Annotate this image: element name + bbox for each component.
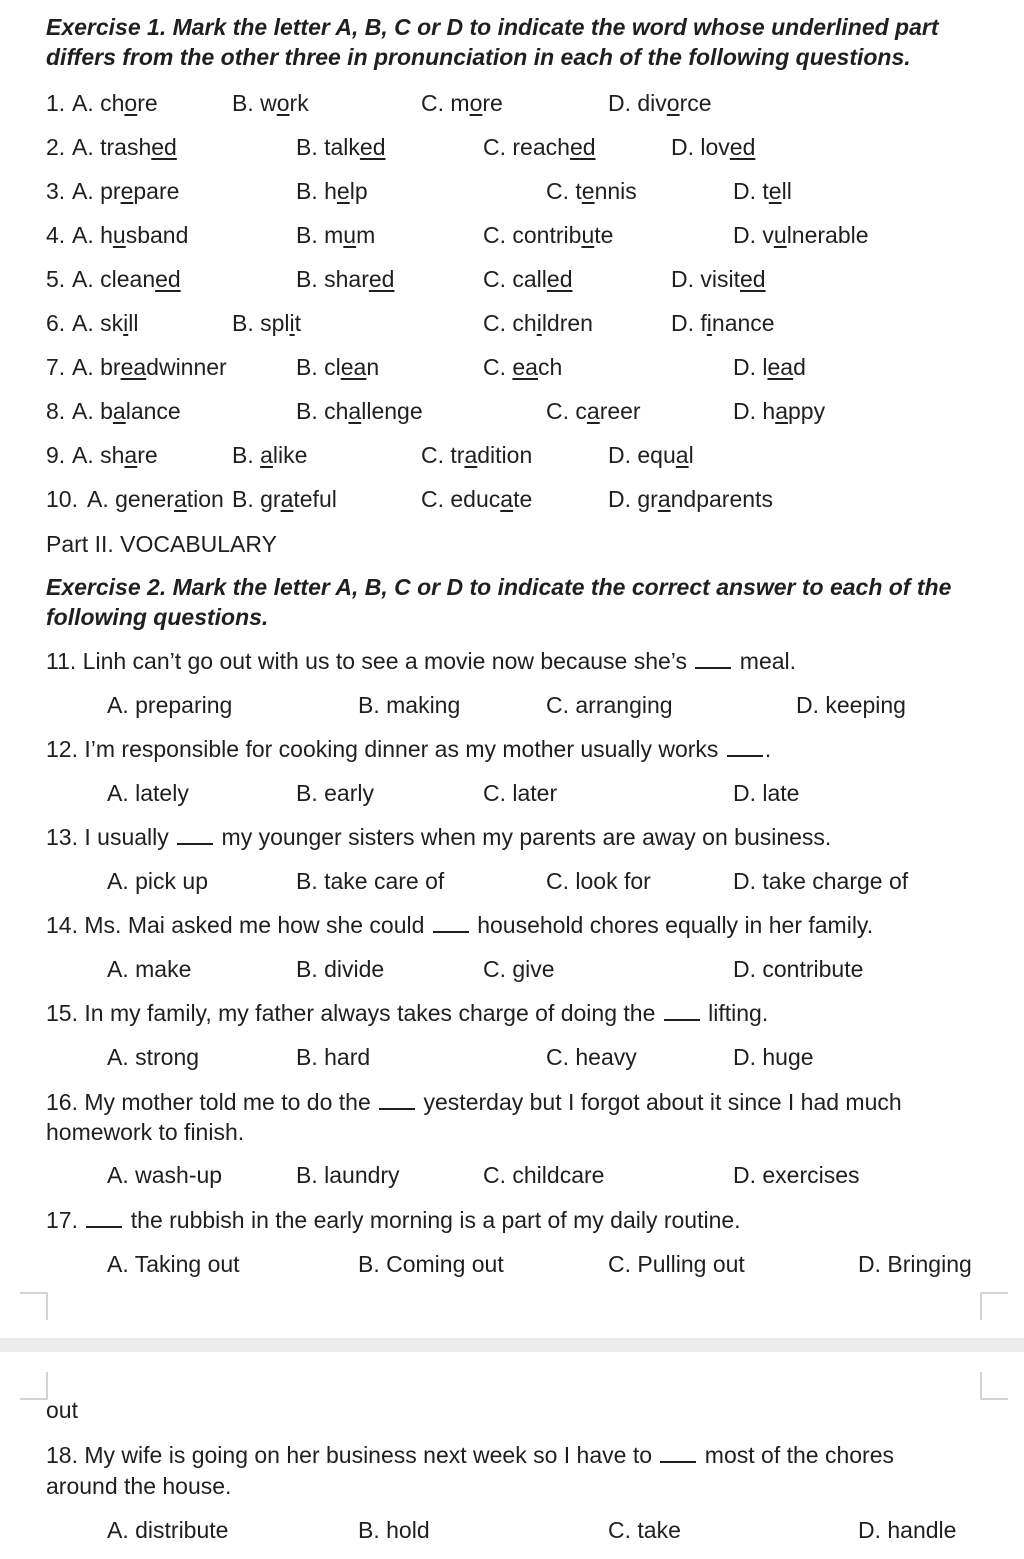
- answer-option: [296, 265, 394, 293]
- exercise1-heading: Exercise 1. Mark the letter A, B, C or D to indicate the word whose underlined part differs from the other three in pronunciation in each of the following questions.: [46, 14, 939, 70]
- answer-option: [421, 485, 532, 513]
- question-stem: In my family, my father always takes charge of doing the: [84, 1000, 656, 1026]
- underlined-part: e: [768, 178, 782, 204]
- answer-option: B. take care of: [296, 868, 445, 894]
- underlined-part: e: [581, 178, 595, 204]
- answer-blank: [727, 737, 763, 757]
- option-text: re: [482, 90, 503, 116]
- answer-option: [608, 441, 694, 469]
- question-stem-end: my younger sisters when my parents are away on business.: [221, 824, 832, 850]
- answer-option: D. contribute: [733, 956, 864, 982]
- answer-option: [421, 89, 503, 117]
- answer-option: A. make: [107, 956, 192, 982]
- answer-blank: [433, 913, 469, 933]
- answer-option: D. exercises: [733, 1162, 860, 1188]
- answer-option: [421, 441, 532, 469]
- answer-blank: [177, 825, 213, 845]
- option-text: C. m: [421, 90, 470, 116]
- answer-option: B. making: [358, 692, 461, 718]
- option-text: A. sk: [72, 310, 124, 336]
- answer-option: [87, 485, 224, 513]
- underlined-part: o: [276, 90, 290, 116]
- underlined-part: ea: [512, 354, 538, 380]
- option-text: d: [793, 354, 806, 380]
- answer-option: [72, 353, 227, 381]
- option-text: m: [356, 222, 376, 248]
- option-text: nance: [711, 310, 775, 336]
- underlined-part: e: [120, 178, 134, 204]
- option-text: A. h: [72, 222, 113, 248]
- question-number: 3.: [46, 178, 66, 204]
- question-stem-end: the rubbish in the early morning is a part of my daily routine.: [130, 1207, 741, 1233]
- underlined-part: a: [675, 442, 689, 468]
- underlined-part: ed: [546, 266, 573, 292]
- option-text: B. m: [296, 222, 344, 248]
- question-number: 11.: [46, 648, 77, 674]
- option-text: C. tr: [421, 442, 465, 468]
- answer-option: [483, 221, 613, 249]
- option-text: rce: [679, 90, 712, 116]
- option-text: C. educ: [421, 486, 501, 512]
- answer-option: A. lately: [107, 780, 189, 806]
- answer-option: [671, 309, 775, 337]
- option-text: B. cl: [296, 354, 341, 380]
- answer-blank: [86, 1208, 122, 1228]
- answer-option: C. later: [483, 780, 558, 806]
- answer-option: [733, 177, 792, 205]
- answer-blank: [379, 1090, 415, 1110]
- answer-option: [296, 221, 375, 249]
- option-text: D. equ: [608, 442, 676, 468]
- question-stem: My wife is going on her business next week so I have to: [84, 1442, 653, 1468]
- question-stem-end: yesterday but I forgot about it since I had much: [423, 1089, 902, 1115]
- option-text: C. call: [483, 266, 547, 292]
- answer-option: [608, 485, 773, 513]
- option-text: D. gr: [608, 486, 658, 512]
- option-text: dwinner: [146, 354, 227, 380]
- option-text: A. b: [72, 398, 113, 424]
- underlined-part: a: [500, 486, 514, 512]
- underlined-part: ed: [729, 134, 756, 160]
- option-text: D. h: [733, 398, 776, 424]
- answer-option: [72, 441, 158, 469]
- option-text: lance: [125, 398, 181, 424]
- answer-option: B. hard: [296, 1044, 371, 1070]
- underlined-part: o: [469, 90, 483, 116]
- underlined-part: ed: [569, 134, 596, 160]
- underlined-part: a: [464, 442, 478, 468]
- option-text: ll: [781, 178, 792, 204]
- option-text: C. reach: [483, 134, 570, 160]
- answer-option: D. late: [733, 780, 800, 806]
- option-text: A. gener: [87, 486, 174, 512]
- question-text: [46, 823, 831, 851]
- option-text: A. trash: [72, 134, 152, 160]
- question-continuation: homework to finish.: [46, 1119, 245, 1145]
- option-text: n: [366, 354, 380, 380]
- question-text: [46, 911, 873, 939]
- option-text: D. v: [733, 222, 774, 248]
- question-stem: Ms. Mai asked me how she could: [84, 912, 425, 938]
- option-text: A. br: [72, 354, 121, 380]
- answer-option: C. Pulling out: [608, 1251, 745, 1277]
- option-text: D. f: [671, 310, 707, 336]
- answer-option: [483, 265, 573, 293]
- answer-option: [296, 177, 368, 205]
- underlined-part: u: [581, 222, 595, 248]
- option-text: B. talk: [296, 134, 360, 160]
- question-number: 12.: [46, 736, 78, 762]
- question-number: 18.: [46, 1442, 78, 1468]
- question-text: [46, 1206, 741, 1234]
- underlined-part: i: [123, 310, 129, 336]
- answer-option: [232, 485, 337, 513]
- answer-option: [72, 177, 179, 205]
- question-stem-end: household chores equally in her family.: [477, 912, 874, 938]
- answer-option: [733, 221, 869, 249]
- answer-option: C. heavy: [546, 1044, 637, 1070]
- option-text: ldren: [541, 310, 593, 336]
- answer-option: [296, 133, 386, 161]
- underlined-part: a: [348, 398, 362, 424]
- option-text: re: [137, 442, 158, 468]
- answer-option: [72, 309, 138, 337]
- question-number: 16.: [46, 1089, 78, 1115]
- crop-mark-top-left: [20, 1292, 48, 1320]
- answer-option: A. strong: [107, 1044, 200, 1070]
- option-text: D. div: [608, 90, 667, 116]
- answer-option: D. huge: [733, 1044, 814, 1070]
- answer-option: A. Taking out: [107, 1251, 240, 1277]
- question-number: 6.: [46, 310, 66, 336]
- exercise2-heading: Exercise 2. Mark the letter A, B, C or D to indicate the correct answer to each of the following questions.: [46, 574, 952, 630]
- question-number: 1.: [46, 90, 66, 116]
- option-text: D. visit: [671, 266, 740, 292]
- option-continuation: out: [46, 1397, 78, 1423]
- question-number: 17.: [46, 1207, 78, 1233]
- answer-option: D. Bringing: [858, 1251, 972, 1277]
- option-text: dition: [477, 442, 533, 468]
- answer-option: A. wash-up: [107, 1162, 223, 1188]
- option-text: te: [513, 486, 533, 512]
- option-text: ll: [128, 310, 139, 336]
- question-continuation: around the house.: [46, 1473, 232, 1499]
- answer-option: B. hold: [358, 1517, 430, 1543]
- question-stem-end: .: [764, 736, 772, 762]
- option-text: B. spl: [232, 310, 290, 336]
- option-text: l: [688, 442, 694, 468]
- answer-option: [296, 397, 423, 425]
- question-number: 8.: [46, 398, 66, 424]
- option-text: t: [294, 310, 302, 336]
- option-text: B. gr: [232, 486, 281, 512]
- answer-blank: [695, 649, 731, 669]
- option-text: rk: [289, 90, 309, 116]
- answer-option: B. Coming out: [358, 1251, 504, 1277]
- option-text: B. w: [232, 90, 277, 116]
- question-text: [46, 647, 796, 675]
- question-stem: I usually: [84, 824, 169, 850]
- answer-option: [72, 221, 188, 249]
- underlined-part: u: [343, 222, 357, 248]
- option-text: sband: [125, 222, 189, 248]
- option-text: pare: [133, 178, 180, 204]
- underlined-part: i: [289, 310, 295, 336]
- answer-option: C. look for: [546, 868, 651, 894]
- option-text: ppy: [787, 398, 826, 424]
- option-text: D. lov: [671, 134, 730, 160]
- option-text: D. l: [733, 354, 768, 380]
- answer-option: [72, 89, 158, 117]
- option-text: C. ch: [483, 310, 537, 336]
- answer-option: C. arranging: [546, 692, 673, 718]
- underlined-part: a: [124, 442, 138, 468]
- answer-option: [296, 353, 379, 381]
- option-text: B. ch: [296, 398, 349, 424]
- question-text: [46, 1441, 894, 1469]
- answer-option: [72, 397, 181, 425]
- question-number: 10.: [46, 486, 78, 512]
- question-number: 2.: [46, 134, 66, 160]
- question-stem: Linh can’t go out with us to see a movie now because she’s: [82, 648, 688, 674]
- option-text: B.: [232, 442, 261, 468]
- question-number: 14.: [46, 912, 78, 938]
- option-text: B. h: [296, 178, 337, 204]
- underlined-part: ea: [340, 354, 367, 380]
- underlined-part: o: [666, 90, 680, 116]
- answer-option: C. childcare: [483, 1162, 605, 1188]
- crop-mark-bottom-left: [20, 1372, 48, 1400]
- option-text: C. t: [546, 178, 582, 204]
- option-text: lp: [349, 178, 368, 204]
- answer-option: [72, 133, 177, 161]
- underlined-part: u: [112, 222, 126, 248]
- question-stem: My mother told me to do the: [84, 1089, 371, 1115]
- crop-mark-top-right: [980, 1292, 1008, 1320]
- answer-option: [232, 441, 307, 469]
- underlined-part: ed: [155, 266, 181, 292]
- option-text: llenge: [361, 398, 423, 424]
- option-text: te: [594, 222, 614, 248]
- answer-option: B. divide: [296, 956, 385, 982]
- answer-option: D. keeping: [796, 692, 906, 718]
- underlined-part: ed: [368, 266, 395, 292]
- option-text: C. c: [546, 398, 587, 424]
- answer-option: C. take: [608, 1517, 681, 1543]
- option-text: A. ch: [72, 90, 125, 116]
- answer-option: B. laundry: [296, 1162, 400, 1188]
- question-stem: I’m responsible for cooking dinner as my mother usually works: [84, 736, 719, 762]
- question-text: [46, 1088, 902, 1116]
- underlined-part: a: [280, 486, 294, 512]
- option-text: lnerable: [786, 222, 869, 248]
- underlined-part: a: [173, 486, 187, 512]
- option-text: reer: [599, 398, 641, 424]
- question-number: 5.: [46, 266, 66, 292]
- underlined-part: a: [657, 486, 671, 512]
- answer-blank: [660, 1443, 696, 1463]
- question-number: 13.: [46, 824, 78, 850]
- option-text: B. shar: [296, 266, 369, 292]
- answer-option: [483, 133, 596, 161]
- option-text: tion: [186, 486, 224, 512]
- question-number: 7.: [46, 354, 66, 380]
- underlined-part: u: [773, 222, 787, 248]
- question-number: 9.: [46, 442, 66, 468]
- question-stem-end: meal.: [739, 648, 797, 674]
- answer-option: A. preparing: [107, 692, 233, 718]
- answer-option: [546, 177, 637, 205]
- option-text: D. t: [733, 178, 769, 204]
- answer-option: A. distribute: [107, 1517, 229, 1543]
- answer-option: [671, 265, 766, 293]
- option-text: A. pr: [72, 178, 121, 204]
- underlined-part: a: [775, 398, 788, 424]
- underlined-part: i: [536, 310, 542, 336]
- underlined-part: i: [706, 310, 712, 336]
- answer-blank: [664, 1001, 700, 1021]
- answer-option: C. give: [483, 956, 555, 982]
- answer-option: [733, 397, 825, 425]
- answer-option: [608, 89, 712, 117]
- option-text: teful: [293, 486, 337, 512]
- answer-option: A. pick up: [107, 868, 208, 894]
- question-number: 15.: [46, 1000, 78, 1026]
- answer-option: D. handle: [858, 1517, 957, 1543]
- underlined-part: e: [336, 178, 350, 204]
- answer-option: [733, 353, 806, 381]
- page-break: [0, 1338, 1024, 1352]
- option-text: re: [137, 90, 158, 116]
- underlined-part: ed: [740, 266, 766, 292]
- underlined-part: ea: [120, 354, 147, 380]
- question-text: [46, 735, 771, 763]
- question-number: 4.: [46, 222, 66, 248]
- answer-option: [72, 265, 181, 293]
- question-text: [46, 999, 768, 1027]
- question-stem-end: most of the chores: [704, 1442, 894, 1468]
- option-text: A. clean: [72, 266, 156, 292]
- option-text: nnis: [594, 178, 637, 204]
- answer-option: [671, 133, 755, 161]
- answer-option: [483, 309, 593, 337]
- answer-option: D. take charge of: [733, 868, 909, 894]
- underlined-part: a: [586, 398, 600, 424]
- part2-title: Part II. VOCABULARY: [46, 531, 277, 557]
- underlined-part: a: [112, 398, 126, 424]
- answer-option: [546, 397, 641, 425]
- crop-mark-bottom-right: [980, 1372, 1008, 1400]
- option-text: C. contrib: [483, 222, 582, 248]
- option-text: ch: [537, 354, 563, 380]
- underlined-part: ed: [151, 134, 177, 160]
- answer-option: [483, 353, 562, 381]
- answer-option: [232, 89, 309, 117]
- answer-option: B. early: [296, 780, 374, 806]
- option-text: like: [272, 442, 308, 468]
- question-stem-end: lifting.: [708, 1000, 769, 1026]
- option-text: C.: [483, 354, 513, 380]
- underlined-part: ea: [767, 354, 794, 380]
- option-text: ndparents: [670, 486, 773, 512]
- underlined-part: ed: [359, 134, 386, 160]
- option-text: A. sh: [72, 442, 125, 468]
- underlined-part: o: [124, 90, 138, 116]
- answer-option: [232, 309, 301, 337]
- underlined-part: a: [260, 442, 273, 468]
